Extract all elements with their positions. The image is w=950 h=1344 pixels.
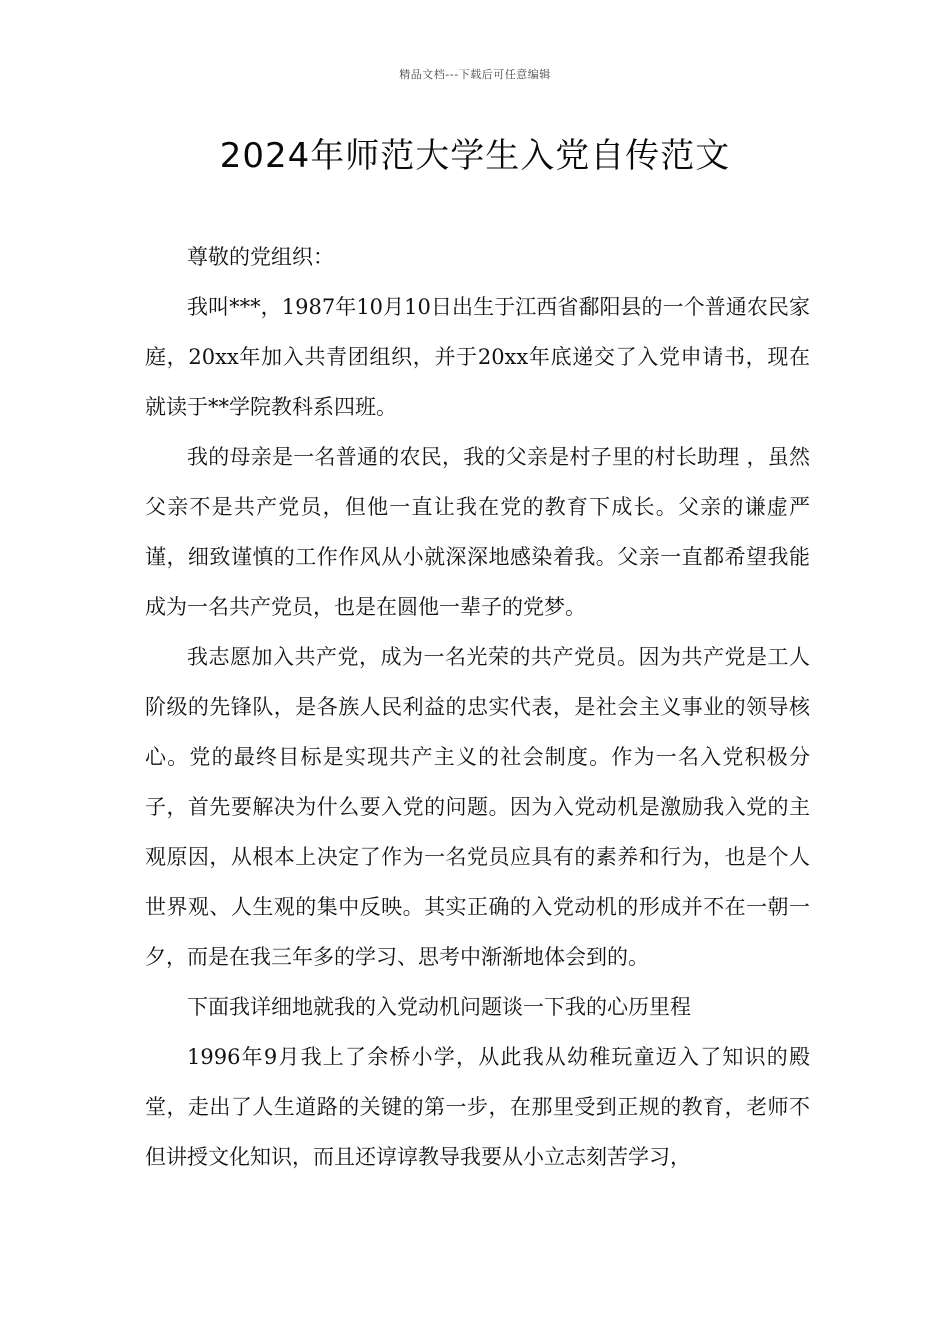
document-title: 2024年师范大学生入党自传范文 <box>219 136 731 176</box>
paragraph-family: 我的母亲是一名普通的农民，我的父亲是村子里的村长助理 ，虽然父亲不是共产党员，但他一直让我在党的教育下成长。父亲的谦虚严谨，细致谨慎的工作作风从小就深深地感染着我。父亲一直都希望我能成为一名共产党员，也是在圆他一辈子的党梦。 <box>145 445 810 619</box>
paragraph-motivation: 我志愿加入共产党，成为一名光荣的共产党员。因为共产党是工人阶级的先锋队，是各族人民利益的忠实代表，是社会主义事业的领导核心。党的最终目标是实现共产主义的社会制度。作为一名入党积极分子，首先要解决为什么要入党的问题。因为入党动机是激励我入党的主观原因，从根本上决定了作为一名党员应具有的素养和行为，也是个人世界观、人生观的集中反映。其实正确的入党动机的形成并不在一朝一夕，而是在我三年多的学习、思考中渐渐地体会到的。 <box>145 645 810 969</box>
document-body <box>145 232 810 1182</box>
paragraph-introduction: 我叫***，1987年10月10日出生于江西省鄱阳县的一个普通农民家庭，20xx年加入共青团组织，并于20xx年底递交了入党申请书，现在就读于**学院教科系四班。 <box>145 295 810 419</box>
paragraph-primary-school: 1996年9月我上了余桥小学，从此我从幼稚玩童迈入了知识的殿堂，走出了人生道路的关键的第一步，在那里受到正规的教育，老师不但讲授文化知识，而且还谆谆教导我要从小立志刻苦学习， <box>145 1045 810 1169</box>
header-note: 精品文档---下载后可任意编辑 <box>399 68 551 81</box>
salutation: 尊敬的党组织： <box>187 245 334 269</box>
paragraph-transition: 下面我详细地就我的入党动机问题谈一下我的心历里程 <box>187 995 691 1019</box>
